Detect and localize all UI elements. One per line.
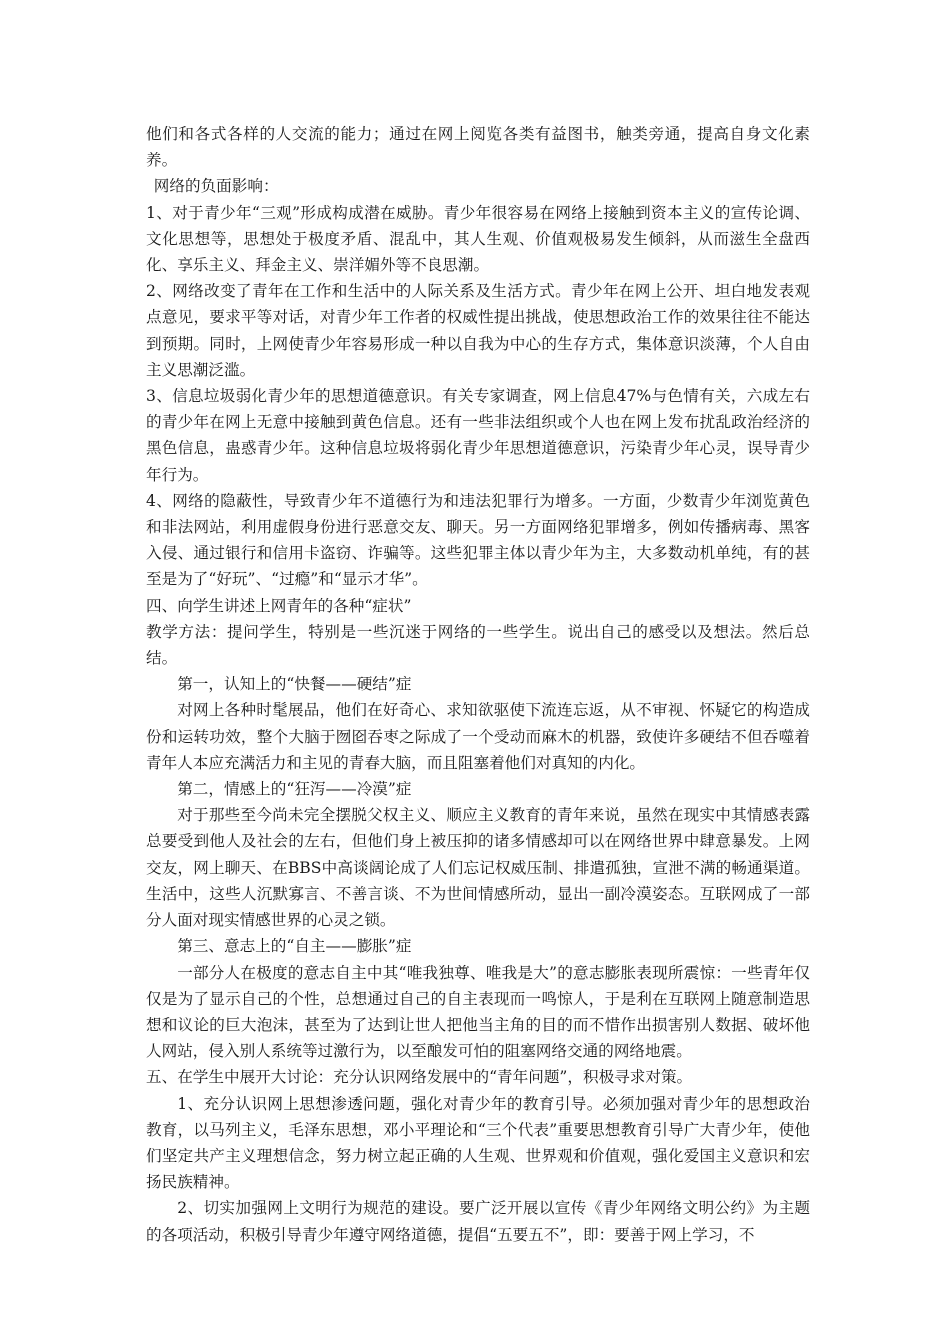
document-page (146, 121, 810, 1248)
section-heading-4: 四、向学生讲述上网青年的各种“症状” (146, 596, 412, 615)
paragraph-point-4: 4、网络的隐蔽性，导致青少年不道德行为和违法犯罪行为增多。一方面，少数青少年浏览黄色和非法网站，利用虚假身份进行恶意交友、聊天。另一方面网络犯罪增多，例如传播病毒、黑客入侵、通过银行和信用卡盗窃、诈骗等。这些犯罪主体以青少年为主，大多数动机单纯，有的甚至是为了“好玩”、“过瘾”和“显示才华”。 (146, 491, 810, 589)
paragraph-point-3: 3、信息垃圾弱化青少年的思想道德意识。有关专家调查，网上信息47%与色情有关，六成左右的青少年在网上无意中接触到黄色信息。还有一些非法组织或个人也在网上发布扰乱政治经济的黑色信息，蛊惑青少年。这种信息垃圾将弱化青少年思想道德意识，污染青少年心灵，误导青少年行为。 (146, 387, 810, 484)
paragraph-emotion: 对于那些至今尚未完全摆脱父权主义、顺应主义教育的青年来说，虽然在现实中其情感表露总要受到他人及社会的左右，但他们身上被压抑的诸多情感却可以在网络世界中肆意暴发。上网交友，网上聊天、在BBS中高谈阔论成了人们忘记权威压制、排遣孤独，宣泄不满的畅通渠道。生活中，这些人沉默寡言、不善言谈、不为世间情感所动，显出一副冷漠姿态。互联网成了一部分人面对现实情感世界的心灵之锁。 (146, 806, 810, 930)
subheading-cognition: 第一，认知上的“快餐——硬结”症 (177, 675, 412, 694)
paragraph-1: 他们和各式各样的人交流的能力；通过在网上阅览各类有益图书，触类旁通，提高自身文化素养。 (146, 125, 810, 170)
paragraph-point-2: 2、网络改变了青年在工作和生活中的人际关系及生活方式。青少年在网上公开、坦白地发表观点意见，要求平等对话，对青少年工作者的权威性提出挑战，使思想政治工作的效果往往不能达到预期。同时，上网使青少年容易形成一种以自我为中心的生存方式，集体意识淡薄，个人自由主义思潮泛滥。 (146, 282, 810, 379)
subheading-will: 第三、意志上的“自主——膨胀”症 (177, 937, 412, 956)
paragraph-will: 一部分人在极度的意志自主中其“唯我独尊、唯我是大”的意志膨胀表现所震惊：一些青年仅仅是为了显示自己的个性，总想通过自己的自主表现而一鸣惊人，于是利在互联网上随意制造思想和议论的巨大泡沫，甚至为了达到让世人把他当主角的目的而不惜作出损害别人数据、破坏他人网站，侵入别人系统等过激行为，以至酿发可怕的阻塞网络交通的网络地震。 (146, 963, 810, 1061)
paragraph-measure-1: 1、充分认识网上思想渗透问题，强化对青少年的教育引导。必须加强对青少年的思想政治教育，以马列主义，毛泽东思想，邓小平理论和“三个代表”重要思想教育引导广大青少年，使他们坚定共产主义理想信念，努力树立起正确的人生观、世界观和价值观，强化爱国主义意识和宏扬民族精神。 (146, 1094, 810, 1192)
paragraph-point-1: 1、对于青少年“三观”形成构成潜在威胁。青少年很容易在网络上接触到资本主义的宣传论调、文化思想等，思想处于极度矛盾、混乱中，其人生观、价值观极易发生倾斜，从而滋生全盘西化、享乐主义、拜金主义、崇洋媚外等不良思潮。 (146, 203, 810, 275)
paragraph-method: 教学方法：提问学生，特别是一些沉迷于网络的一些学生。说出自己的感受以及想法。然后总结。 (146, 622, 810, 668)
paragraph-measure-2: 2、切实加强网上文明行为规范的建设。要广泛开展以宣传《青少年网络文明公约》为主题的各项活动，积极引导青少年遵守网络道德，提倡“五要五不”，即：要善于网上学习，不 (146, 1199, 810, 1244)
section-heading-5: 五、在学生中展开大讨论：充分认识网络发展中的“青年问题”，积极寻求对策。 (146, 1068, 693, 1087)
paragraph-cognition: 对网上各种时髦展品，他们在好奇心、求知欲驱使下流连忘返，从不审视、怀疑它的构造成份和运转功效，整个大脑于囫囵吞枣之际成了一个受动而麻木的机器，致使许多硬结不但吞噬着青年人本应充满活力和主见的青春大脑，而且阻塞着他们对真知的内化。 (146, 701, 810, 772)
subheading-emotion: 第二，情感上的“狂泻——冷漠”症 (177, 780, 412, 799)
paragraph-negative-heading: 网络的负面影响： (153, 177, 279, 196)
